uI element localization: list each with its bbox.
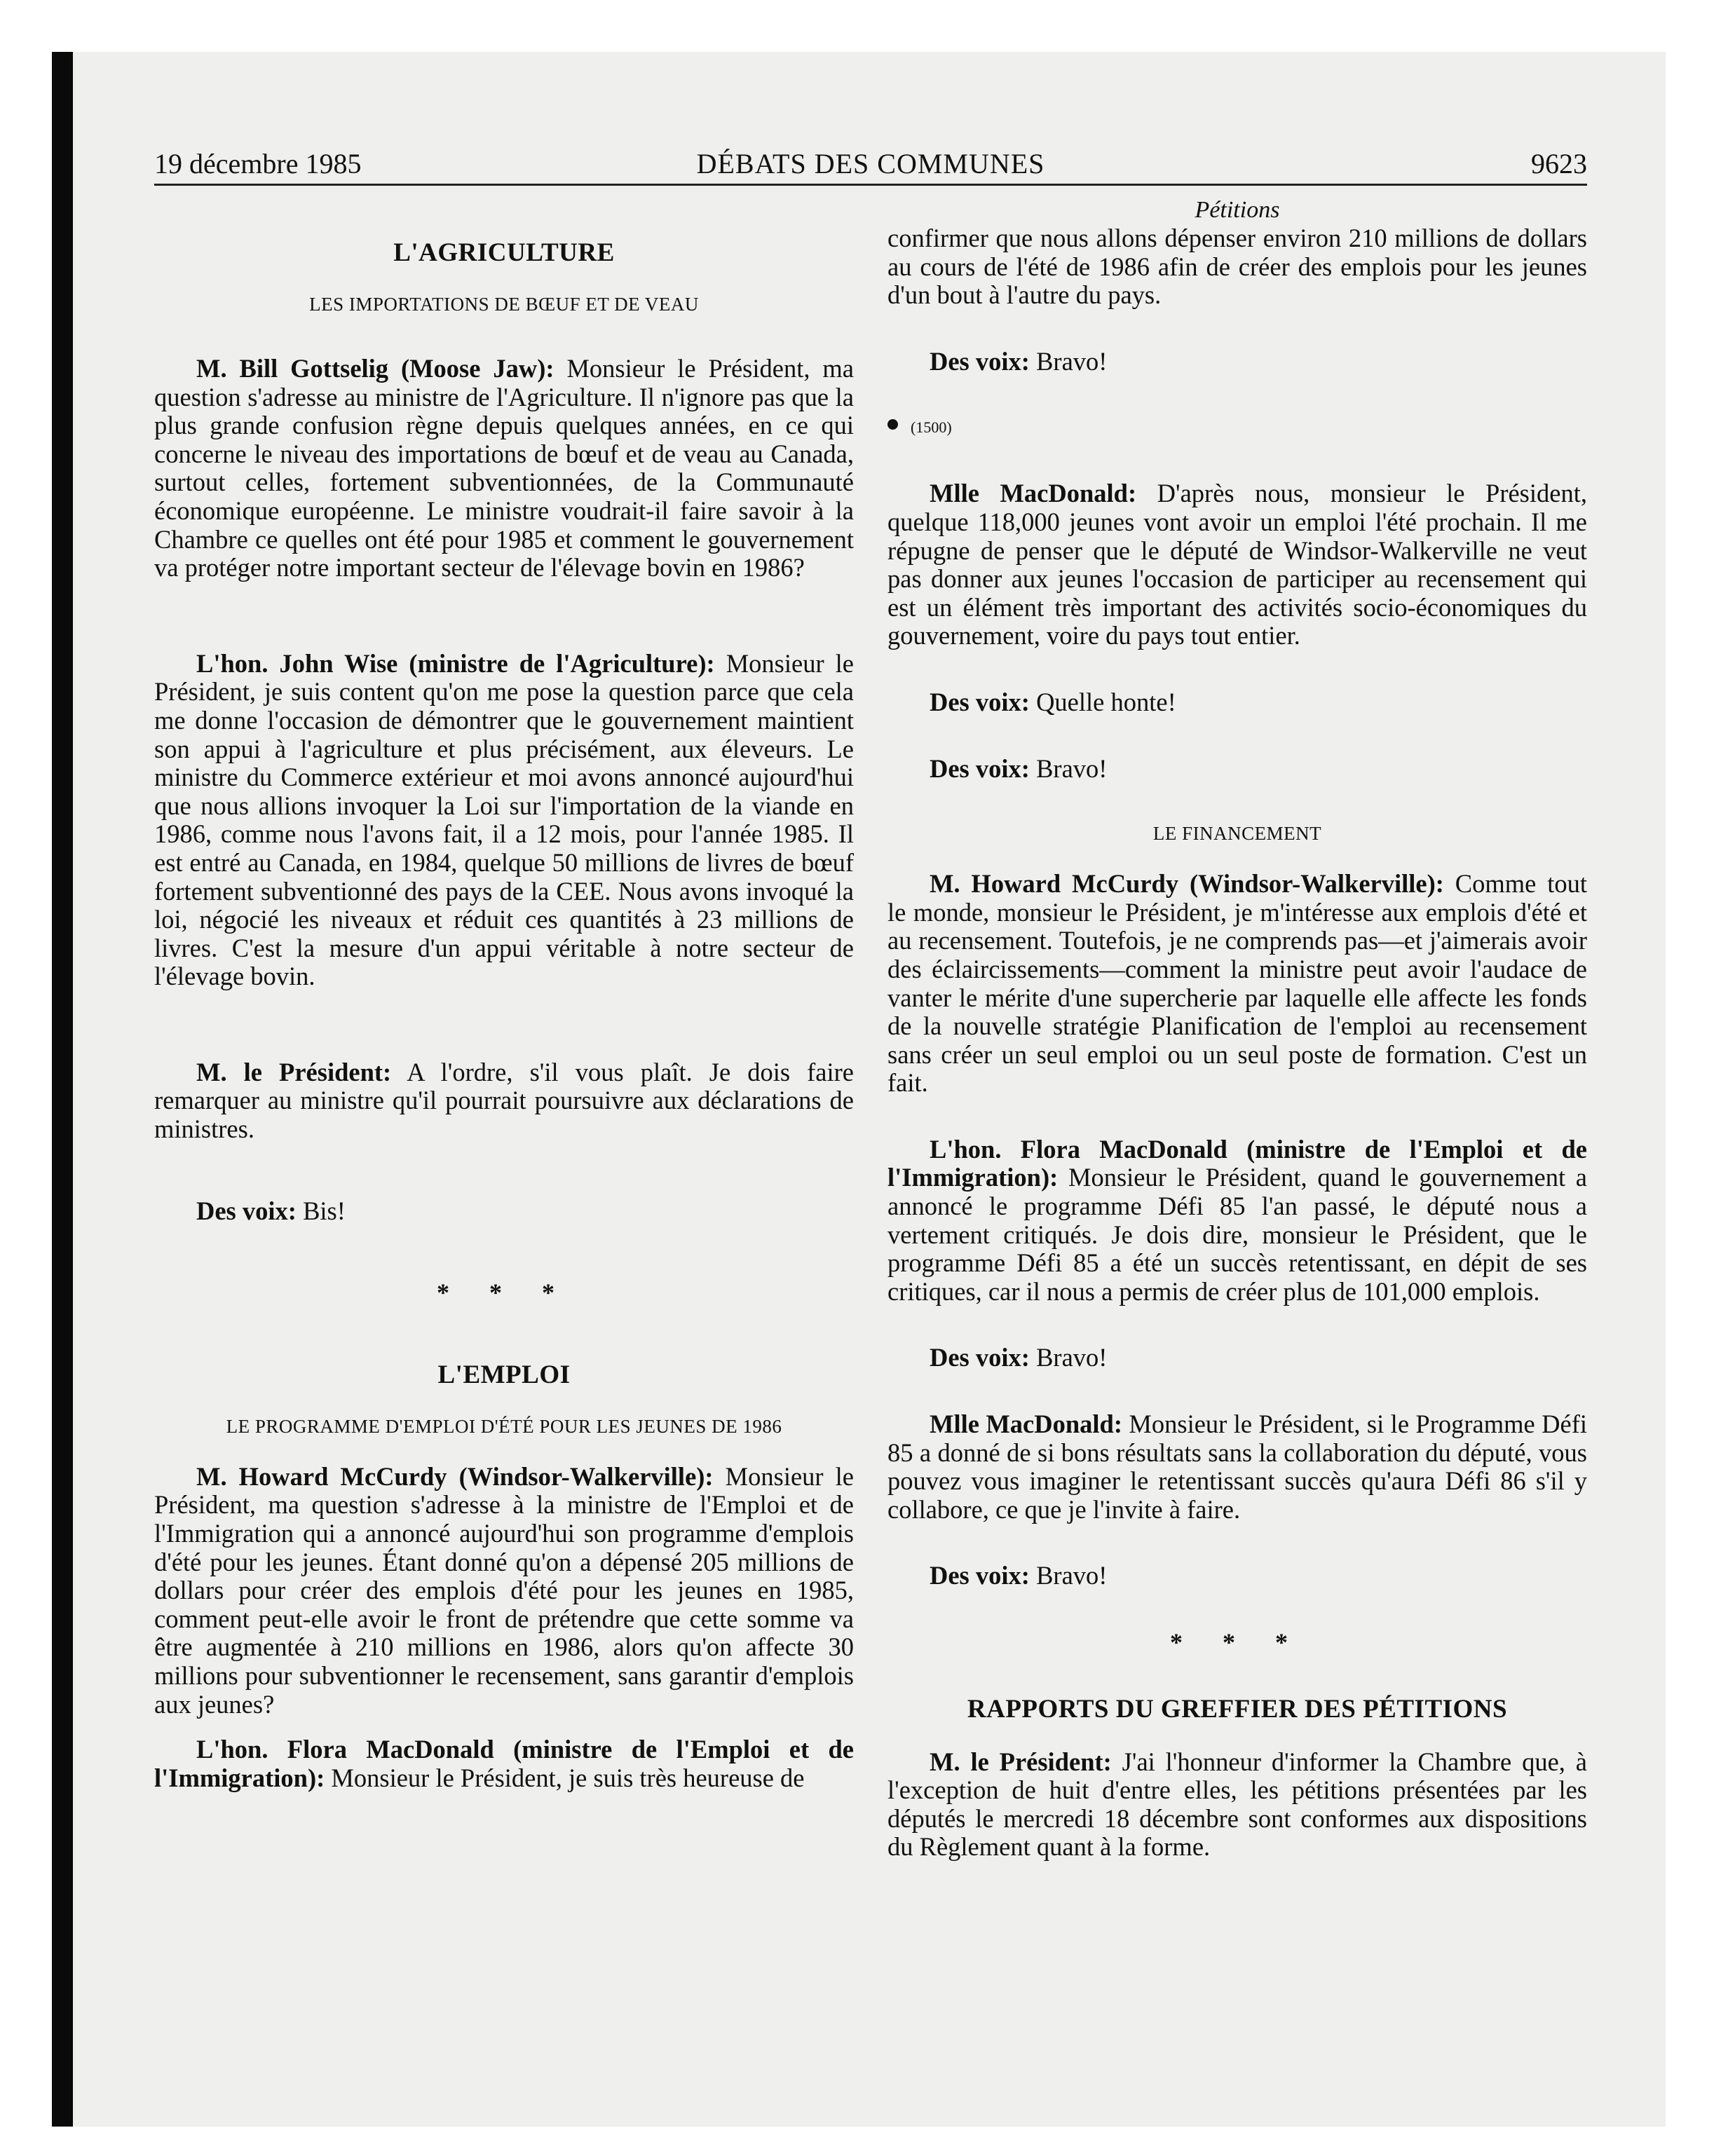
left-column — [154, 196, 854, 1792]
speech-text: Monsieur le Président, je suis très heureuse de — [325, 1763, 805, 1792]
subheading-summer-program: LE PROGRAMME D'EMPLOI D'ÉTÉ POUR LES JEUNES DE 1986 — [226, 1415, 782, 1437]
section-heading-employment: L'EMPLOI — [437, 1360, 571, 1389]
speech-text: Monsieur le Président, ma question s'adresse à la ministre de l'Emploi et de l'Immigration qui a annoncé aujourd'hui son programme d'emplois d'été pour les jeunes. Étant donné qu'on a dépensé 205 millions de dollars pour créer des emplois d'été pour les jeunes en 1985, comment peut-elle avoir le front de prétendre que cette somme va être augmentée à 210 millions en 1986, alors qu'on affecte 30 millions pour subventionner le recensement, sans garantir d'emplois aux jeunes? — [154, 1461, 855, 1719]
speaker-name: L'hon. Flora MacDonald (ministre de l'Emploi et de l'Immigration): — [154, 1735, 854, 1792]
subheading-financing: LE FINANCEMENT — [1152, 823, 1322, 845]
speaker-name: Des voix: — [930, 1343, 1030, 1372]
running-head: Pétitions — [1195, 197, 1280, 223]
interjection — [887, 688, 1587, 717]
interjection — [887, 1344, 1587, 1372]
speech-text: A l'ordre, s'il vous plaît. Je dois faire remarquer au ministre qu'il pourrait poursuivre aux déclarations de ministres. — [154, 1057, 854, 1144]
header-date: 19 décembre 1985 — [154, 148, 362, 179]
speaker-name: M. Bill Gottselig (Moose Jaw): — [196, 354, 554, 383]
speech-text: Bis! — [296, 1196, 346, 1225]
speech-mccurdy — [887, 870, 1587, 1098]
section-separator: * * * — [437, 1278, 571, 1307]
speech-continuation: confirmer que nous allons dépenser environ 210 millions de dollars au cours de l'été de 1986 afin de créer des emplois pour les jeunes d'un bout à l'autre du pays. — [887, 224, 1587, 310]
speaker-name: M. le Président: — [930, 1747, 1112, 1776]
binding-edge — [52, 52, 73, 2127]
section-heading-petitions: RAPPORTS DU GREFFIER DES PÉTITIONS — [967, 1694, 1508, 1724]
page-header — [154, 147, 1587, 188]
speech-macdonald — [887, 1410, 1587, 1524]
speaker-name: Des voix: — [930, 753, 1030, 783]
speech-text: Bravo! — [1029, 1561, 1108, 1590]
interjection — [154, 1197, 854, 1226]
speaker-name: L'hon. Flora MacDonald (ministre de l'Emploi et de l'Immigration): — [887, 1134, 1587, 1192]
speech-gottselig — [154, 355, 854, 582]
speech-president — [154, 1058, 854, 1144]
speaker-name: M. Howard McCurdy (Windsor-Walkerville): — [196, 1461, 714, 1491]
speaker-name: Mlle MacDonald: — [930, 479, 1137, 508]
speech-text: Bravo! — [1029, 1343, 1108, 1372]
speaker-name: L'hon. John Wise (ministre de l'Agriculture): — [196, 648, 715, 678]
interjection — [887, 348, 1587, 376]
speech-macdonald — [154, 1735, 854, 1792]
time-marker — [887, 414, 1587, 442]
speech-text: Monsieur le Président, quand le gouvernement a annoncé le programme Défi 85 l'an passé, le député nous a vertement critiqués. Je dois dire, monsieur le Président, que le programme Défi 85 a été un succès retentissant, en dépit de ses critiques, car il nous a permis de créer plus de 101,000 emplois. — [887, 1163, 1587, 1306]
speech-macdonald — [887, 1135, 1587, 1306]
speech-text: Monsieur le Président, ma question s'adresse au ministre de l'Agriculture. Il n'ignore pas que la plus grande confusion règne depuis quelques années, en ce qui concerne le niveau des importations de bœuf et de veau au Canada, surtout celles, fortement subventionnées, de la Communauté économique européenne. Le ministre voudrait-il faire savoir à la Chambre ce quelles ont été pour 1985 et comment le gouvernement va protéger notre important secteur de l'élevage bovin en 1986? — [154, 354, 854, 582]
speech-wise — [154, 650, 854, 991]
speech-macdonald — [887, 479, 1587, 650]
speaker-name: Des voix: — [930, 687, 1030, 716]
speech-text: Bravo! — [1029, 346, 1108, 376]
speech-text: Monsieur le Président, je suis content qu'on me pose la question parce que cela me donne l'occasion de démontrer que le gouvernement maintient son appui à l'agriculture et plus précisément, aux éleveurs. Le ministre du Commerce extérieur et moi avons annoncé aujourd'hui que nous allions invoquer la Loi sur l'importation de la viande en 1986, comme nous l'avons fait, il a 12 mois, pour l'année 1985. Il est entré au Canada, en 1984, quelque 50 millions de livres de bœuf fortement subventionné des pays de la CEE. Nous avons invoqué la loi, négocié les niveaux et réduit ces quantités à 23 millions de livres. C'est la mesure d'un appui véritable à notre secteur de l'élevage bovin. — [154, 648, 855, 991]
speech-text: D'après nous, monsieur le Président, quelque 118,000 jeunes vont avoir un emploi l'été prochain. Il me répugne de penser que le député de Windsor-Walkerville ne veut pas donner aux jeunes l'occasion de participer au recensement qui est un élément très important des activités socio-économiques du gouvernement, voire du pays tout entier. — [887, 479, 1587, 650]
speaker-name: Mlle MacDonald: — [930, 1410, 1123, 1439]
speaker-name: M. Howard McCurdy (Windsor-Walkerville): — [930, 869, 1444, 899]
speech-text: Bravo! — [1029, 753, 1108, 783]
interjection — [887, 1562, 1587, 1590]
speaker-name: Des voix: — [930, 1561, 1030, 1590]
time-stamp: (1500) — [911, 418, 952, 437]
speaker-name: Des voix: — [196, 1196, 297, 1225]
section-separator: * * * — [1170, 1628, 1305, 1656]
speech-text: Monsieur le Président, si le Programme Défi 85 a donné de si bons résultats sans la collaboration du député, vous pouvez vous imaginer le retentissant succès qu'aura Défi 86 s'il y collabore, ce que je l'invite à faire. — [887, 1410, 1588, 1524]
header-title: DÉBATS DES COMMUNES — [696, 148, 1045, 179]
right-column — [887, 196, 1587, 1862]
speech-mccurdy — [154, 1463, 854, 1719]
page-number: 9623 — [1531, 148, 1587, 179]
speech-text: Comme tout le monde, monsieur le Président, je m'intéresse aux emplois d'été et au recensement. Toutefois, je ne comprends pas—et j'aimerais avoir des éclaircissements—comment la ministre peut avoir l'audace de vanter le mérite d'une supercherie par laquelle elle affecte les fonds de la nouvelle stratégie Planification de l'emploi au recensement sans créer un seul emploi ou un seul poste de formation. C'est un fait. — [887, 869, 1587, 1098]
speech-text: J'ai l'honneur d'informer la Chambre que, à l'exception de huit d'entre elles, les pétitions présentées par les députés le mercredi 18 décembre sont conformes aux dispositions du Règlement quant à la forme. — [887, 1747, 1587, 1862]
speaker-name: M. le Président: — [196, 1057, 392, 1086]
interjection — [887, 755, 1587, 784]
subheading-beef-imports: LES IMPORTATIONS DE BŒUF ET DE VEAU — [309, 294, 699, 315]
speech-president — [887, 1748, 1587, 1862]
header-rule — [154, 184, 1587, 186]
bullet-icon — [887, 419, 898, 430]
speaker-name: Des voix: — [930, 346, 1030, 376]
section-heading-agriculture: L'AGRICULTURE — [393, 238, 615, 267]
speech-text: Quelle honte! — [1029, 687, 1176, 716]
